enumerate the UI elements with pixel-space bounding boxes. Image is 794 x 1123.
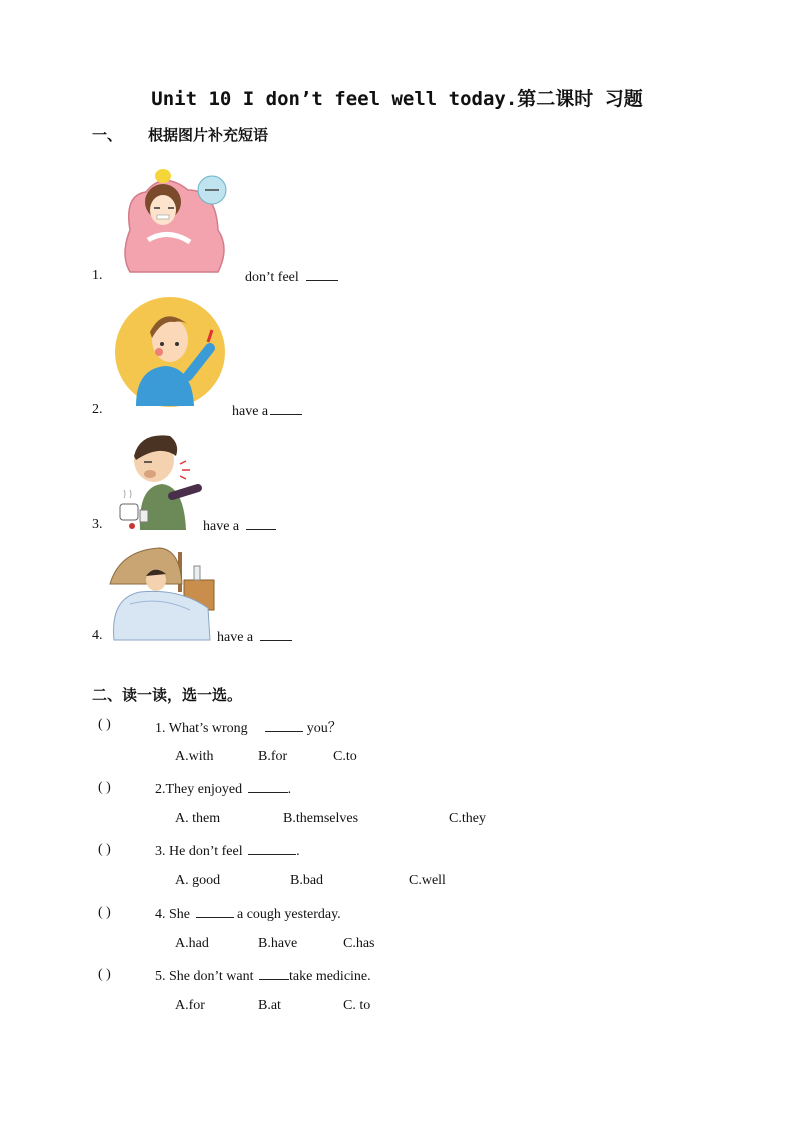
- q3-option-a[interactable]: A. good: [175, 873, 221, 888]
- item4-phrase: have a: [217, 628, 292, 646]
- boy-with-fever-icon: [114, 296, 226, 408]
- q5-option-a[interactable]: A.for: [175, 998, 205, 1013]
- q4-option-a[interactable]: A.had: [175, 936, 209, 951]
- item2-phrase: have a: [232, 402, 302, 420]
- item3-phrase: have a: [203, 517, 276, 535]
- section2-heading: 二、读一读，选一选。: [92, 686, 243, 704]
- answer-paren[interactable]: ( ): [98, 967, 111, 982]
- answer-paren[interactable]: ( ): [98, 780, 111, 795]
- answer-paren[interactable]: ( ): [98, 842, 111, 857]
- sick-girl-in-blanket-icon: [118, 160, 243, 280]
- question-3: 3. He don’t feel .: [155, 844, 300, 859]
- item1-blank[interactable]: [306, 268, 338, 281]
- question-5: 5. She don’t want take medicine.: [155, 969, 371, 984]
- answer-paren[interactable]: ( ): [98, 717, 111, 732]
- question-1: 1. What’s wrong you？: [155, 721, 342, 736]
- item2-number: 2.: [92, 402, 103, 417]
- item1-phrase: don’t feel: [245, 268, 338, 286]
- question-3-blank[interactable]: [248, 842, 296, 855]
- man-coughing-icon: [110, 426, 205, 530]
- page-title: Unit 10 I don’t feel well today.第二课时 习题: [151, 88, 643, 110]
- question-4: 4. She a cough yesterday.: [155, 907, 341, 922]
- question-4-blank[interactable]: [196, 905, 234, 918]
- q1-option-b[interactable]: B.for: [258, 749, 288, 764]
- child-in-bed-icon: [110, 544, 218, 642]
- question-5-blank[interactable]: [259, 967, 289, 980]
- item3-number: 3.: [92, 517, 103, 532]
- section1-heading: 根据图片补充短语: [148, 126, 269, 144]
- item1-number: 1.: [92, 268, 103, 283]
- q5-option-b[interactable]: B.at: [258, 998, 281, 1013]
- answer-paren[interactable]: ( ): [98, 905, 111, 920]
- q4-option-c[interactable]: C.has: [343, 936, 375, 951]
- item4-blank[interactable]: [260, 628, 292, 641]
- q3-option-b[interactable]: B.bad: [290, 873, 324, 888]
- q5-option-c[interactable]: C. to: [343, 998, 371, 1013]
- item4-number: 4.: [92, 628, 103, 643]
- q2-option-b[interactable]: B.themselves: [283, 811, 359, 826]
- item2-blank[interactable]: [270, 402, 302, 415]
- q1-option-c[interactable]: C.to: [333, 749, 357, 764]
- item3-blank[interactable]: [246, 517, 276, 530]
- q2-option-c[interactable]: C.they: [449, 811, 486, 826]
- q1-option-a[interactable]: A.with: [175, 749, 214, 764]
- question-2: 2.They enjoyed .: [155, 782, 292, 797]
- section1-number: 一、: [92, 126, 123, 144]
- question-2-blank[interactable]: [248, 780, 288, 793]
- q4-option-b[interactable]: B.have: [258, 936, 298, 951]
- q2-option-a[interactable]: A. them: [175, 811, 221, 826]
- question-1-blank[interactable]: [265, 719, 303, 732]
- q3-option-c[interactable]: C.well: [409, 873, 446, 888]
